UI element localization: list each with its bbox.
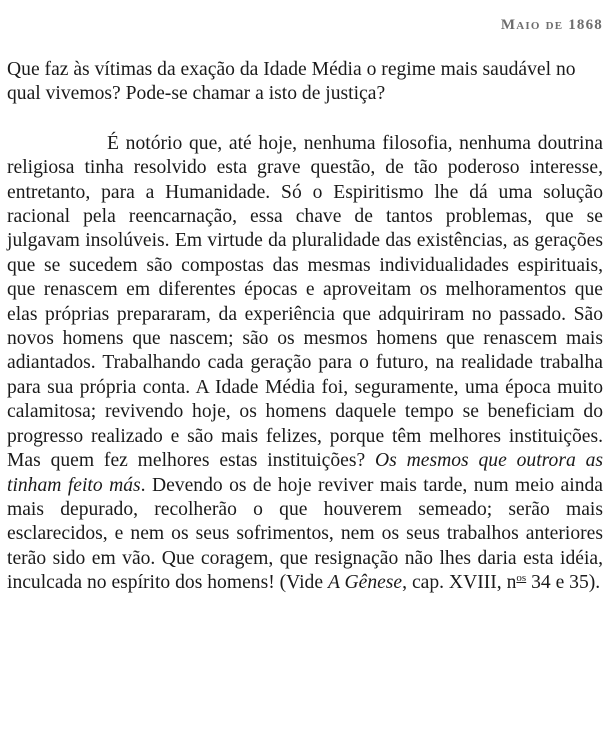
paragraph-2-text-b: . Devendo os de hoje reviver mais tarde, num meio ainda mais depurado, recolherão o que houverem semeado; serão mais esclarecidos, e nem os seus sofrimentos, nem os seus trabalhos anteriores terão sido em vão. Que coragem, que resignação não lhes daria esta idéia, inculcada no espírito dos homens! (Vide (7, 474, 603, 594)
emphasis-text: Os mesmos que outrora as tinham feito más (7, 450, 604, 496)
number-superscript: os (516, 572, 527, 585)
paragraph-1: Que faz às vítimas da exação da Idade Média o regime mais saudável no qual vivemos? Pode-se chamar a isto de justiça? (7, 59, 576, 105)
paragraph-2 (7, 132, 603, 596)
paragraph-2-text-a: É notório que, até hoje, nenhuma filosofia, nenhuma doutrina religiosa tinha resolvido esta grave questão, de tão poderoso interesse, entretanto, para a Humanidade. Só o Espiritismo lhe dá uma solução racional pela reencarnação, essa chave de tantos problemas, que se julgavam insolúveis. Em virtude da pluralidade das existências, as gerações que se sucedem são compostas das mesmas individualidades espirituais, que renascem em diferentes épocas e aproveitam os melhoramentos que elas próprias prepararam, da experiência que adquiriram no passado. São novos homens que nascem; são os mesmos homens que renascem mais adiantados. Trabalhando cada geração para o futuro, na realidade trabalha para sua própria conta. A Idade Média foi, seguramente, uma época muito calamitosa; revivendo hoje, os homens daquele tempo se beneficiam do progresso realizado e são mais felizes, porque têm melhores instituições. Mas quem fez melhores estas instituições? (7, 132, 603, 472)
running-head: Maio de 1868 (500, 17, 603, 33)
book-title: A Gênese (327, 572, 403, 594)
body-text (7, 58, 603, 596)
paragraph-2-text-c: , cap. XVIII, n (402, 572, 517, 594)
paragraph-2-text-d: 34 e 35). (526, 572, 601, 594)
